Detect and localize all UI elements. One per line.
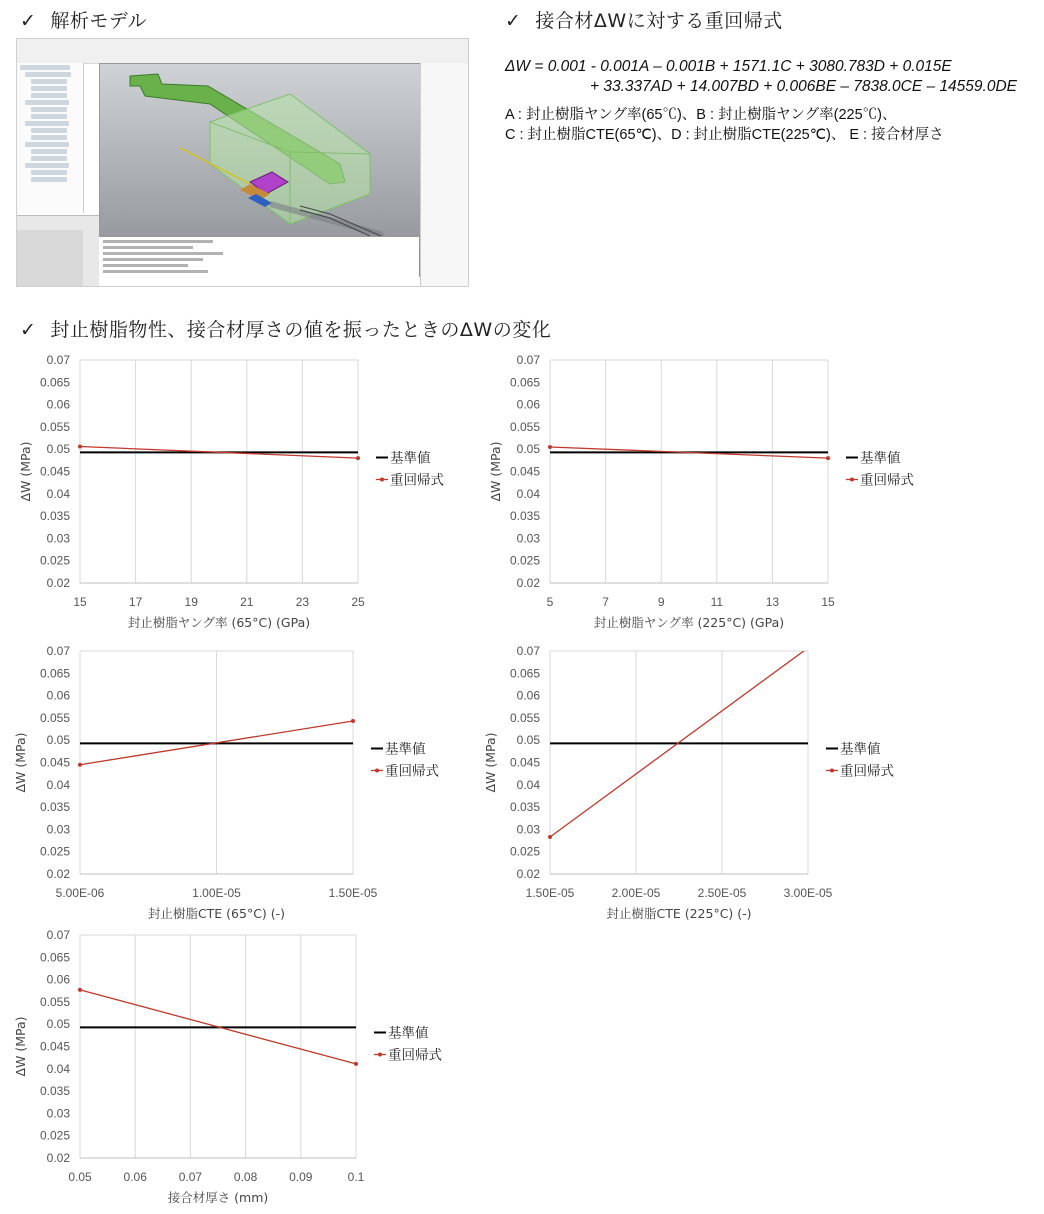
y-axis-label: ΔW (MPa)	[483, 732, 498, 793]
data-point	[354, 1062, 358, 1066]
y-axis-label: ΔW (MPa)	[18, 441, 33, 502]
x-tick-label: 15	[73, 595, 87, 609]
x-tick-label: 1.00E-05	[192, 886, 241, 900]
y-tick-label: 0.05	[516, 733, 540, 748]
x-tick-label: 15	[821, 595, 835, 609]
legend-label: 基準値	[860, 450, 901, 467]
x-tick-label: 3.00E-05	[783, 886, 833, 900]
y-tick-label: 0.07	[46, 644, 70, 658]
definition-line-1: A : 封止樹脂ヤング率(65℃)、B : 封止樹脂ヤング率(225℃)、	[505, 107, 897, 123]
y-tick-label: 0.04	[516, 486, 540, 501]
y-tick-label: 0.035	[39, 509, 70, 524]
heading-regression-text: 接合材ΔWに対する重回帰式	[535, 10, 783, 32]
x-axis-label: 封止樹脂ヤング率 (65°C) (GPa)	[127, 615, 311, 630]
y-axis-label: ΔW (MPa)	[13, 1016, 28, 1077]
y-tick-label: 0.055	[39, 994, 70, 1009]
y-tick-label: 0.025	[39, 844, 70, 859]
data-point	[78, 763, 82, 767]
y-tick-label: 0.055	[509, 419, 540, 434]
y-tick-label: 0.045	[39, 1039, 70, 1054]
y-tick-label: 0.04	[46, 486, 70, 501]
data-point	[78, 988, 82, 992]
y-axis-label: ΔW (MPa)	[488, 441, 503, 502]
legend-marker	[375, 769, 379, 773]
legend-marker	[380, 478, 384, 482]
x-tick-label: 7	[602, 595, 609, 609]
y-tick-label: 0.05	[516, 442, 540, 457]
chart-young-225-svg	[470, 345, 990, 635]
check-icon: ✓	[20, 319, 37, 341]
data-point	[548, 835, 552, 839]
legend-marker	[850, 478, 854, 482]
y-tick-label: 0.045	[39, 464, 70, 479]
y-tick-label: 0.03	[516, 531, 540, 546]
heading-regression	[505, 6, 783, 33]
heading-variation	[20, 315, 551, 342]
x-tick-label: 0.07	[178, 1170, 203, 1184]
chart-cte-65-svg	[0, 636, 520, 926]
data-point	[548, 445, 552, 449]
legend-marker	[378, 1053, 382, 1057]
y-axis-label: ΔW (MPa)	[13, 732, 28, 793]
x-axis-label: 封止樹脂CTE (65°C) (-)	[147, 906, 286, 921]
definition-line-2: C : 封止樹脂CTE(65℃)、D : 封止樹脂CTE(225℃)、 E : 接合材厚さ	[505, 127, 944, 143]
x-tick-label: 23	[295, 595, 310, 609]
x-tick-label: 21	[240, 595, 254, 609]
y-tick-label: 0.06	[46, 397, 70, 412]
x-tick-label: 25	[351, 595, 365, 609]
y-tick-label: 0.05	[46, 1017, 70, 1032]
y-tick-label: 0.02	[46, 576, 70, 590]
x-tick-label: 0.06	[123, 1170, 147, 1184]
data-point	[78, 445, 82, 449]
y-tick-label: 0.03	[516, 822, 540, 837]
legend-label: 重回帰式	[860, 472, 914, 489]
y-tick-label: 0.055	[39, 710, 70, 725]
variable-definitions	[505, 105, 944, 145]
heading-model-text: 解析モデル	[50, 10, 147, 32]
y-tick-label: 0.055	[39, 419, 70, 434]
legend-label: 重回帰式	[840, 763, 894, 780]
legend-label: 重回帰式	[388, 1047, 442, 1064]
y-tick-label: 0.07	[46, 928, 70, 942]
y-tick-label: 0.02	[46, 1151, 70, 1165]
x-axis-label: 封止樹脂ヤング率 (225°C) (GPa)	[593, 615, 785, 630]
check-icon: ✓	[20, 10, 37, 32]
legend-marker	[830, 769, 834, 773]
chart-thickness-svg	[0, 920, 520, 1210]
y-tick-label: 0.03	[46, 531, 70, 546]
y-tick-label: 0.06	[46, 972, 70, 987]
heading-model	[20, 6, 147, 33]
legend-label: 基準値	[385, 741, 426, 758]
x-tick-label: 0.08	[233, 1170, 258, 1184]
x-tick-label: 9	[657, 595, 665, 609]
analysis-model-screenshot	[16, 38, 469, 287]
legend-label: 重回帰式	[385, 763, 439, 780]
y-tick-label: 0.02	[516, 576, 540, 590]
x-tick-label: 0.1	[347, 1170, 365, 1184]
heading-variation-text: 封止樹脂物性、接合材厚さの値を振ったときのΔWの変化	[50, 319, 552, 341]
y-tick-label: 0.06	[516, 397, 540, 412]
y-tick-label: 0.04	[46, 1061, 70, 1076]
legend-label: 基準値	[840, 741, 881, 758]
y-tick-label: 0.04	[516, 777, 540, 792]
x-tick-label: 0.05	[68, 1170, 92, 1184]
output-log-panel	[99, 236, 419, 287]
properties-panel	[17, 215, 99, 287]
equation-line-2: + 33.337AD + 14.007BD + 0.006BE – 7838.0CE – 14559.0DE	[590, 78, 1017, 95]
x-tick-label: 1.50E-05	[525, 886, 575, 900]
y-tick-label: 0.025	[39, 1128, 70, 1143]
y-tick-label: 0.05	[46, 442, 70, 457]
y-tick-label: 0.035	[39, 1084, 70, 1099]
y-tick-label: 0.055	[509, 710, 540, 725]
legend-label: 基準値	[388, 1025, 429, 1042]
chart-cte-225-svg	[470, 636, 990, 926]
right-panel	[420, 63, 469, 286]
y-tick-label: 0.065	[39, 666, 70, 681]
y-tick-label: 0.045	[39, 755, 70, 770]
chart-young-65-svg	[0, 345, 520, 635]
x-tick-label: 2.00E-05	[611, 886, 661, 900]
x-tick-label: 19	[184, 595, 198, 609]
y-tick-label: 0.065	[39, 950, 70, 965]
y-tick-label: 0.07	[516, 644, 540, 658]
x-tick-label: 11	[710, 595, 724, 609]
y-tick-label: 0.035	[39, 800, 70, 815]
y-tick-label: 0.03	[46, 1106, 70, 1121]
y-tick-label: 0.065	[509, 666, 540, 681]
y-tick-label: 0.02	[516, 867, 540, 881]
data-point	[356, 456, 360, 460]
model-tree-panel	[17, 63, 84, 213]
x-tick-label: 13	[765, 595, 780, 609]
y-tick-label: 0.04	[46, 777, 70, 792]
y-tick-label: 0.045	[509, 464, 540, 479]
equation-line-1: ΔW = 0.001 - 0.001A – 0.001B + 1571.1C + 3080.783D + 0.015E	[505, 58, 952, 75]
x-tick-label: 2.50E-05	[697, 886, 747, 900]
y-tick-label: 0.065	[39, 375, 70, 390]
x-tick-label: 1.50E-05	[328, 886, 378, 900]
data-point	[351, 719, 355, 723]
y-tick-label: 0.06	[46, 688, 70, 703]
x-tick-label: 5.00E-06	[55, 886, 105, 900]
y-tick-label: 0.02	[46, 867, 70, 881]
y-tick-label: 0.045	[509, 755, 540, 770]
x-tick-label: 5	[546, 595, 554, 609]
y-tick-label: 0.025	[509, 553, 540, 568]
y-tick-label: 0.035	[509, 509, 540, 524]
y-tick-label: 0.07	[516, 353, 540, 367]
y-tick-label: 0.07	[46, 353, 70, 367]
legend-label: 基準値	[390, 450, 431, 467]
y-tick-label: 0.025	[509, 844, 540, 859]
check-icon: ✓	[505, 10, 522, 32]
data-point	[826, 456, 830, 460]
x-axis-label: 封止樹脂CTE (225°C) (-)	[606, 906, 752, 921]
y-tick-label: 0.065	[509, 375, 540, 390]
y-tick-label: 0.03	[46, 822, 70, 837]
y-tick-label: 0.06	[516, 688, 540, 703]
y-tick-label: 0.05	[46, 733, 70, 748]
y-tick-label: 0.035	[509, 800, 540, 815]
y-tick-label: 0.025	[39, 553, 70, 568]
x-tick-label: 0.09	[289, 1170, 313, 1184]
legend-label: 重回帰式	[390, 472, 444, 489]
x-tick-label: 17	[128, 595, 143, 609]
x-axis-label: 接合材厚さ (mm)	[167, 1190, 269, 1205]
